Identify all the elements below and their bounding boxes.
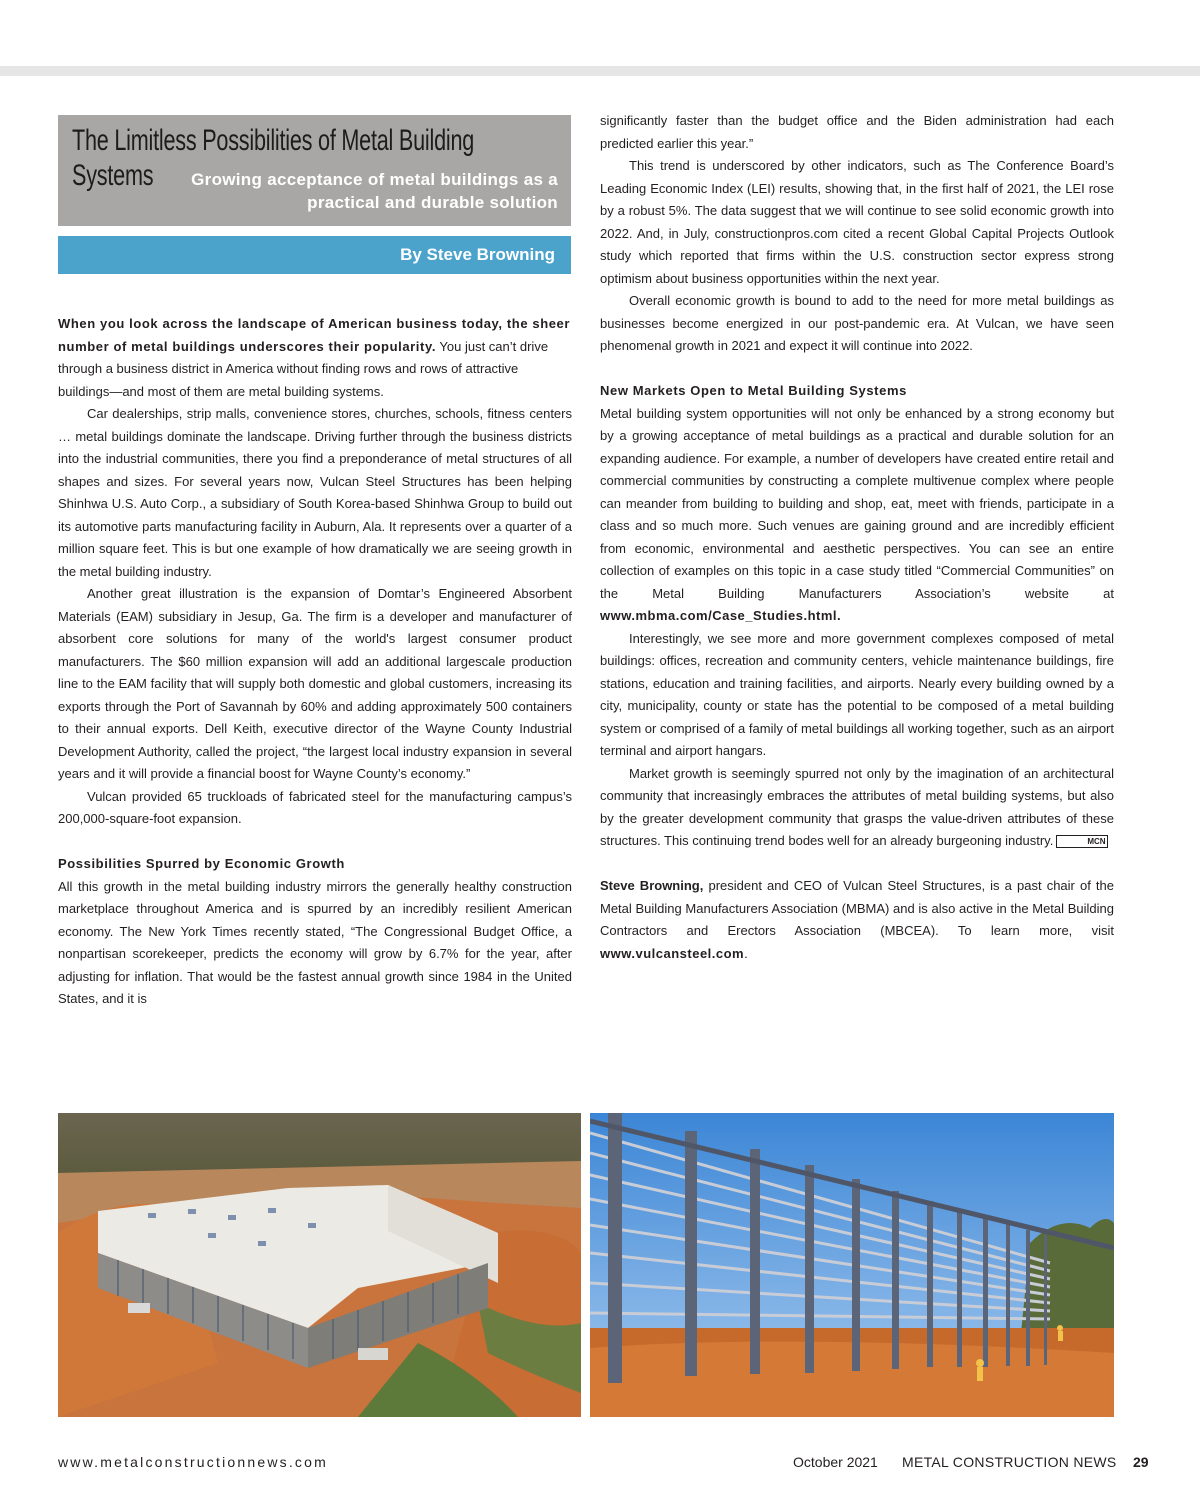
author-bio-end: .: [744, 945, 748, 961]
body-paragraph: [600, 403, 1114, 628]
section-heading: Possibilities Spurred by Economic Growth: [58, 856, 345, 871]
vulcan-website-link[interactable]: www.vulcansteel.com: [600, 945, 745, 961]
aerial-construction-photo: [58, 1113, 581, 1417]
author-bio-text: president and CEO of Vulcan Steel Structures, is a past chair of the Metal Building Manufacturers Association (MBMA) and is also active in the Metal Building Contractors and Erectors Association (MBCEA). To learn more, visit: [600, 878, 1114, 938]
footer-issue-date: October 2021: [793, 1454, 878, 1470]
author-bio-name: Steve Browning,: [600, 878, 704, 893]
mbma-case-studies-link[interactable]: www.mbma.com/Case_Studies.html.: [600, 608, 842, 623]
body-paragraph: Another great illustration is the expansion of Domtar’s Engineered Absorbent Materials (EAM) subsidiary in Jesup, Ga. The firm is a developer and manufacturer of absorbent core solutions for many of the world's largest consumer product manufacturers. The $60 million expansion will add an additional largescale production line to the EAM facility that will supply both domestic and global customers, increasing its exports through the Port of Savannah by 60% and adding approximately 500 containers to their annual exports. Dell Keith, executive director of the Wayne County Industrial Development Authority, called the project, “the largest local industry expansion in several years and it will provide a financial boost for Wayne County’s economy.”: [58, 586, 572, 781]
body-paragraph-text: Market growth is seemingly spurred not only by the imagination of an architectural community that increasingly embraces the attributes of metal building systems, but also by the greater development community that grasps the value-driven attributes of these structures. This continuing trend bodes well for an already burgeoning industry.: [600, 765, 1114, 848]
body-paragraph-text: Metal building system opportunities will not only be enhanced by a strong economy but by a growing acceptance of metal buildings as a practical and durable solution for an expanding audience. For example, a number of developers have created entire retail and commercial communities by constructing a complete multivenue complex where people can meander from building to building and shop, eat, meet with friends, participate in a class and so much more. Such venues are gaining ground and are incredibly efficient from economic, environmental and aesthetic perspectives. You can see an entire collection of examples on this topic in a case study titled “Commercial Communities” on the Metal Building Manufacturers Association’s website at: [600, 405, 1114, 601]
lead-sentence: When you look across the landscape of American business today, the sheer number of metal buildings underscores their popularity.: [58, 316, 571, 354]
top-rule: [0, 66, 1200, 76]
article-title-box: [58, 115, 571, 226]
author-bio: [600, 875, 1114, 965]
article-title: The Limitless Possibilities of Metal Building Systems: [72, 124, 475, 192]
steel-frame-illustration: [590, 1113, 1114, 1417]
body-paragraph: Vulcan provided 65 truckloads of fabricated steel for the manufacturing campus’s 200,000-square-foot expansion.: [58, 788, 572, 826]
body-paragraph: This trend is underscored by other indicators, such as The Conference Board’s Leading Economic Index (LEI) results, showing that, in the first half of 2021, the LEI rose by a robust 5%. The data suggest that we will continue to see solid economic growth into 2022. And, in July, constructionpros.com cited a recent Global Capital Projects Outlook study which reported that firms within the U.S. construction sector express strong optimism about business opportunities within the next year.: [600, 158, 1114, 286]
steel-frame-photo: [590, 1113, 1114, 1417]
body-paragraph: Overall economic growth is bound to add to the need for more metal buildings as businesses become energized in our post-pandemic era. At Vulcan, we have seen phenomenal growth in 2021 and expect it will continue into 2022.: [600, 293, 1114, 353]
lead-paragraph: [58, 313, 572, 403]
body-paragraph: [600, 763, 1114, 853]
page-number: 29: [1133, 1454, 1149, 1470]
byline: By Steve Browning: [58, 236, 571, 274]
end-of-article-mark: MCN: [1056, 835, 1107, 848]
footer-website[interactable]: www.metalconstructionnews.com: [58, 1454, 328, 1470]
aerial-construction-illustration: [58, 1113, 581, 1417]
lead-paragraph-rest: You just can’t drive through a business district in America without finding rows and rows of attractive buildings—and most of them are metal building systems.: [58, 338, 549, 399]
article-subtitle: Growing acceptance of metal buildings as a practical and durable solution: [191, 170, 558, 212]
section-heading: New Markets Open to Metal Building Systems: [600, 383, 907, 398]
body-paragraph: significantly faster than the budget office and the Biden administration had each predicted earlier this year.”: [600, 113, 1114, 151]
body-paragraph: All this growth in the metal building industry mirrors the generally healthy construction marketplace throughout America and is spurred by an incredibly resilient American economy. The New York Times recently stated, “The Congressional Budget Office, a nonpartisan scorekeeper, predicts the economy will grow by 6.7% for the year, after adjusting for inflation. That would be the fastest annual growth since 1984 in the United States, and it is: [58, 878, 572, 1006]
body-paragraph: Car dealerships, strip malls, convenience stores, churches, schools, fitness centers … metal buildings dominate the landscape. Driving further through the business districts into the industrial communities, there you find a preponderance of metal structures of all shapes and sizes. For several years now, Vulcan Steel Structures has been helping Shinhwa U.S. Auto Corp., a subsidiary of South Korea-based Shinhwa Group to build out its automotive parts manufacturing facility in Auburn, Ala. It represents over a quarter of a million square feet. This is but one example of how dramatically we are seeing growth in the metal building industry.: [58, 406, 572, 579]
article-column-left: [58, 313, 572, 1011]
body-paragraph: Interestingly, we see more and more government complexes composed of metal buildings: offices, recreation and community centers, vehicle maintenance buildings, fire stations, education and training facilities, and airports. Nearly every building owned by a city, municipality, county or state has the potential to be composed of a metal building system or comprised of a family of metal buildings all working together, such as an airport terminal and airport hangars.: [600, 630, 1114, 758]
footer-magazine-name: METAL CONSTRUCTION NEWS: [902, 1454, 1117, 1470]
article-column-right: [600, 110, 1114, 965]
